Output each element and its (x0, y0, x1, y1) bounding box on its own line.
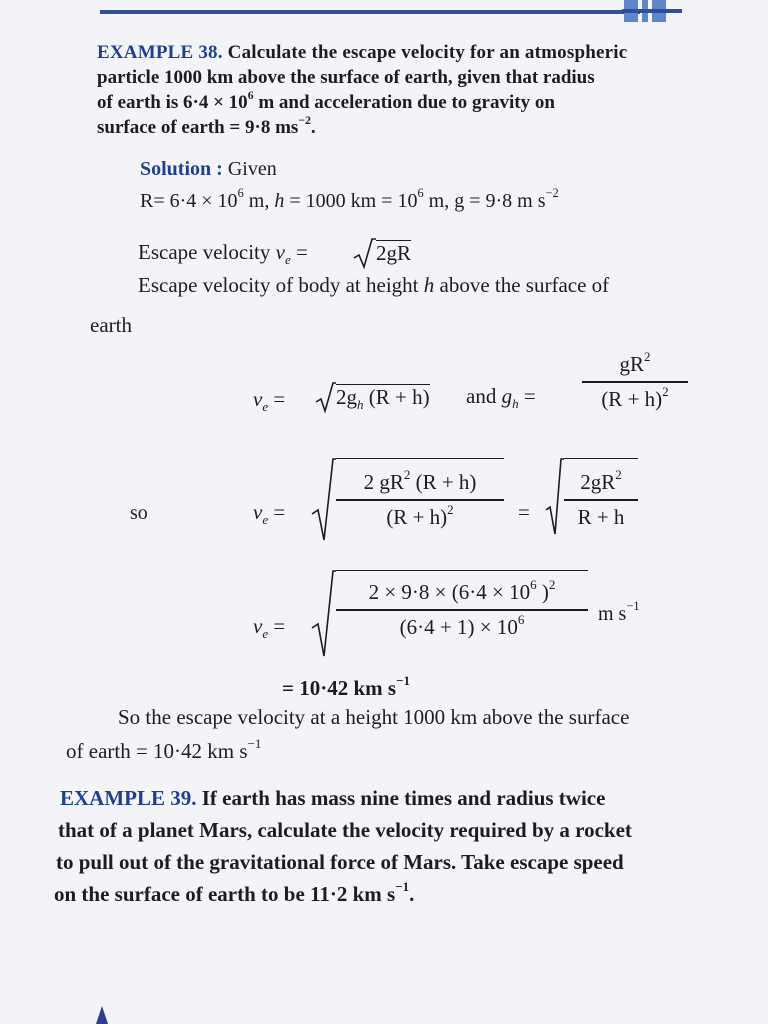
formula-1-lhs (253, 387, 286, 415)
f3-num-close: ) (536, 580, 549, 604)
given-d: m, g = 9·8 m s (423, 190, 546, 212)
sqrt-sign-3 (310, 456, 336, 542)
f1-fraction-bar (582, 381, 688, 383)
height-h: h (423, 273, 435, 297)
conclusion-2-exp: −1 (247, 736, 262, 752)
example-39-text-4a: on the surface of earth to be 11·2 km s (54, 882, 396, 906)
ve-symbol: v (275, 240, 285, 264)
height-text-2: above the surface of (434, 273, 610, 297)
sqrt-sign-5 (310, 568, 336, 658)
f2-num1-b: (R + h) (410, 470, 477, 494)
example-38-exp-4: −2 (298, 113, 311, 127)
example-38-line-3 (97, 88, 555, 114)
sqrt-2gR: 2gR (376, 241, 412, 265)
given-a: R= 6·4 × 10 (140, 190, 238, 212)
example-38-text-4a: surface of earth = 9·8 ms (97, 117, 299, 138)
height-escape-text (138, 273, 609, 298)
f2-fraction-2 (564, 467, 638, 530)
example-38-text-3a: of earth is 6·4 × 10 (97, 92, 248, 113)
f2-ve-sub: e (262, 512, 269, 528)
f2-den-1 (336, 501, 504, 530)
given-values (140, 186, 559, 213)
f2-equals: = (273, 500, 286, 524)
example-39-text-1: If earth has mass nine times and radius twice (196, 786, 606, 810)
f2-num2-exp: 2 (615, 467, 622, 483)
f2-ve: v (253, 500, 263, 524)
ve-subscript: e (284, 252, 291, 268)
given-a-exp: 6 (237, 186, 244, 201)
sqrt-sign-1 (352, 236, 376, 270)
f2-sqrt-top-2 (564, 458, 638, 459)
f3-fraction-bar (336, 609, 588, 611)
result-exp: −1 (396, 673, 411, 689)
f3-ve-sub: e (262, 626, 269, 642)
f1-gh-eq: = (518, 384, 536, 408)
example-38-line-1 (97, 42, 627, 64)
example-38-line-2: particle 1000 km above the surface of earth, given that radius (97, 67, 595, 88)
example-38-text-1: Calculate the escape velocity for an atmospheric (227, 42, 628, 63)
f2-sqrt-top-1 (336, 458, 504, 459)
example-38-text-3b: m and acceleration due to gravity on (253, 92, 555, 113)
header-rule (100, 10, 640, 14)
f1-ve-sub: e (262, 399, 269, 415)
f2-fraction-1 (336, 467, 504, 530)
given-b: m, (243, 190, 275, 212)
given-c-exp: 6 (417, 186, 424, 201)
f3-equals: = (273, 614, 286, 638)
f1-ve: v (253, 387, 263, 411)
header-ornament (622, 0, 682, 22)
example-38-text-4b: . (310, 117, 316, 138)
f1-and-gh (466, 384, 536, 412)
given-h: h (274, 190, 285, 212)
f3-den-exp: 6 (517, 611, 525, 627)
solution-heading (140, 158, 277, 181)
earth-word: earth (90, 313, 132, 337)
solution-given: Given (222, 158, 277, 180)
f2-num2-text: 2gR (580, 470, 616, 494)
conclusion-2-text: of earth = 10·42 km s (66, 739, 248, 763)
escape-velocity-label: Escape velocity (138, 240, 276, 264)
f1-num-exp: 2 (644, 349, 651, 365)
example-38-label: EXAMPLE 38. (97, 42, 223, 63)
example-39-text-4b: . (409, 882, 415, 906)
f1-gh: g (501, 384, 513, 408)
example-39-exp-4: −1 (395, 879, 410, 895)
f3-num-exp2: 2 (548, 577, 556, 593)
f3-num (336, 577, 588, 605)
f3-den-text: (6·4 + 1) × 10 (399, 614, 518, 639)
given-d-exp: −2 (545, 186, 559, 201)
given-c: = 1000 km = 10 (284, 190, 418, 212)
f1-equals: = (273, 387, 286, 411)
f3-ve: v (253, 614, 263, 638)
f2-fraction-bar-2 (564, 499, 638, 501)
f1-num-text: gR (619, 352, 644, 376)
f3-fraction (336, 577, 588, 640)
f2-num1-exp: 2 (403, 467, 411, 483)
f2-den-2: R + h (577, 504, 625, 529)
f1-sqrt-sub: h (357, 397, 364, 413)
f1-gh-sub: h (512, 396, 519, 412)
height-text-1: Escape velocity of body at height (138, 273, 424, 297)
f1-den-text: (R + h) (601, 386, 663, 411)
f3-unit-text: m s (598, 603, 627, 625)
result-text: = 10·42 km s (282, 676, 397, 700)
f2-equals-2: = (518, 500, 530, 524)
so-word: so (130, 502, 148, 524)
f1-sqrt-content (336, 384, 430, 413)
escape-velocity-formula (138, 240, 308, 268)
sqrt-sign-2 (314, 380, 336, 414)
example-39-label: EXAMPLE 39. (60, 786, 197, 810)
f3-den (336, 611, 588, 640)
f3-unit (598, 599, 640, 626)
example-38-exp-3: 6 (247, 88, 254, 102)
f2-num-2 (564, 467, 638, 495)
f1-den-exp: 2 (662, 383, 669, 399)
page-edge-mark (96, 1006, 108, 1024)
conclusion-line-1: So the escape velocity at a height 1000 km above the surface (118, 705, 630, 729)
formula-3-lhs (253, 614, 286, 642)
f2-den1-exp: 2 (447, 501, 454, 517)
conclusion-line-2 (66, 736, 262, 764)
f1-fraction (582, 349, 688, 412)
formula-2-lhs (253, 500, 286, 528)
result-value (282, 673, 411, 701)
f2-num-1 (336, 467, 504, 495)
example-39-line-1 (60, 786, 605, 811)
f3-num-text: 2 × 9·8 × (6·4 × 10 (368, 580, 531, 604)
f1-num (582, 349, 688, 377)
equals-sign: = (290, 240, 308, 264)
f1-sqrt-a: 2g (336, 385, 357, 409)
example-38-line-4 (97, 113, 316, 139)
example-39-line-3: to pull out of the gravitational force of Mars. Take escape speed (56, 850, 624, 874)
f3-sqrt-top (336, 570, 588, 571)
f1-den (582, 383, 688, 412)
f2-num1-a: 2 gR (363, 470, 404, 494)
f2-den1-text: (R + h) (386, 504, 448, 529)
f1-sqrt-b: (R + h) (363, 385, 430, 409)
f3-num-exp1: 6 (530, 577, 537, 593)
f3-unit-exp: −1 (626, 599, 640, 614)
f2-fraction-bar-1 (336, 499, 504, 501)
example-39-line-2: that of a planet Mars, calculate the velocity required by a rocket (58, 818, 632, 842)
sqrt-sign-4 (544, 456, 564, 536)
solution-label: Solution : (140, 158, 223, 180)
f1-and: and (466, 384, 502, 408)
example-39-line-4 (54, 879, 415, 907)
